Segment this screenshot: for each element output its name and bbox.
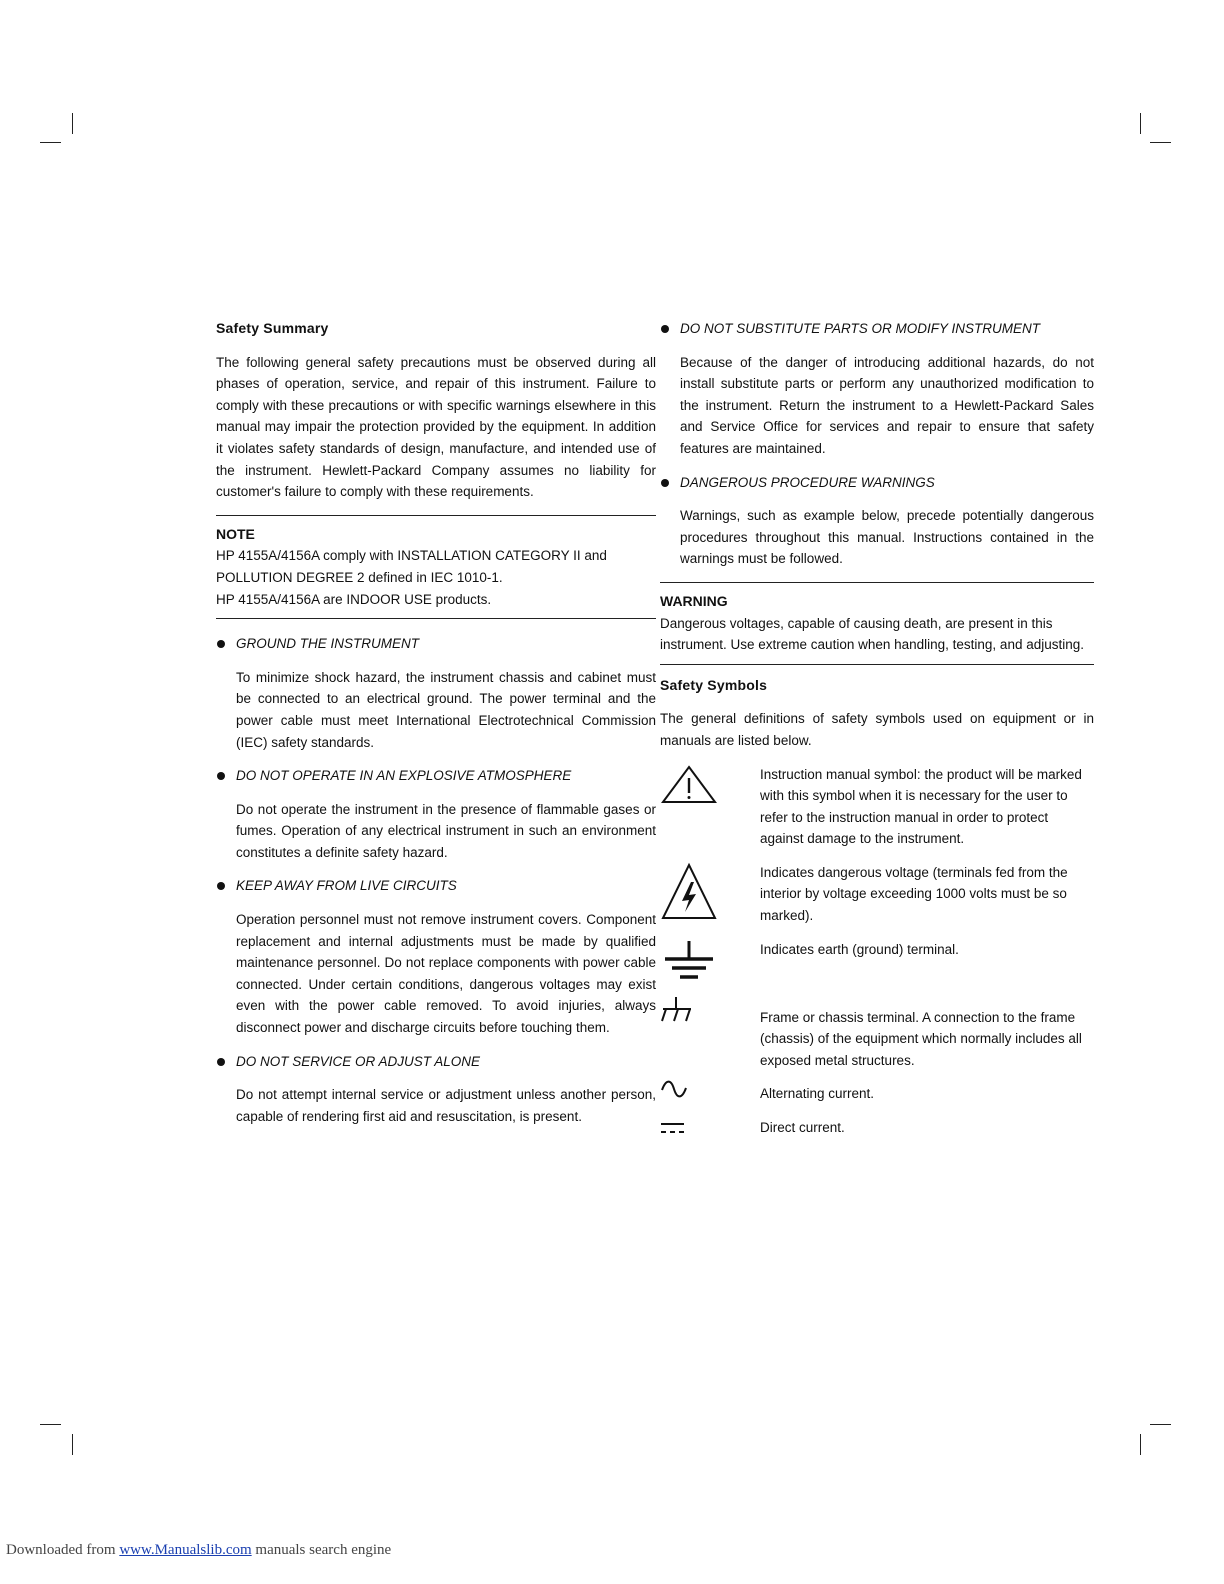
- instruction-manual-icon: [660, 764, 718, 813]
- footer-suffix: manuals search engine: [255, 1542, 392, 1558]
- note-box: [216, 516, 656, 618]
- bullet-icon: [217, 640, 225, 648]
- bullet-heading: DANGEROUS PROCEDURE WARNINGS: [660, 472, 1094, 494]
- bullet-heading: DO NOT SUBSTITUTE PARTS OR MODIFY INSTRUMENT: [660, 318, 1094, 340]
- symbol-row: Alternating current.: [660, 1083, 1094, 1105]
- bullet-icon: [661, 325, 669, 333]
- crop-mark: [1150, 142, 1171, 143]
- symbol-row: Indicates earth (ground) terminal.: [660, 939, 1094, 995]
- bullet-body: Because of the danger of introducing additional hazards, do not install substitute parts or perform any unauthorized modification to the instrument. Return the instrument to a Hewlett-Packard Sales and Service Office for services and repair to ensure that safety features are maintained.: [680, 354, 1094, 456]
- symbols-intro: The general definitions of safety symbols used on equipment or in manuals are listed below.: [660, 711, 1094, 748]
- direct-current-icon: [660, 1121, 690, 1144]
- crop-mark: [40, 1424, 61, 1425]
- crop-mark: [1150, 1424, 1171, 1425]
- bullet-icon: [217, 772, 225, 780]
- symbol-row: Instruction manual symbol: the product will be marked with this symbol when it is necessary for the user to refer to the instruction manual in order to protect against damage to the instrument.: [660, 764, 1094, 850]
- bullet-icon: [217, 882, 225, 890]
- manualslib-link[interactable]: www.Manualslib.com: [119, 1542, 252, 1558]
- note-line: POLLUTION DEGREE 2 defined in IEC 1010-1.: [216, 569, 503, 585]
- bullet-body: Operation personnel must not remove instrument covers. Component replacement and internal adjustments must be made by qualified maintenance personnel. Do not replace components with power cable connected. Under certain conditions, dangerous voltages may exist even with the power cable removed. To avoid injuries, always disconnect power and discharge circuits before touching them.: [236, 912, 656, 1036]
- symbol-row: Indicates dangerous voltage (terminals fed from the interior by voltage exceeding 1000 volts must be so marked).: [660, 862, 1094, 927]
- note-line: HP 4155A/4156A comply with INSTALLATION CATEGORY II and: [216, 548, 607, 564]
- note-rule-bottom: [216, 618, 656, 619]
- safety-symbols-heading: Safety Symbols: [660, 676, 768, 693]
- frame-chassis-icon: [660, 993, 700, 1034]
- crop-mark: [72, 1434, 73, 1455]
- intro-paragraph: The following general safety precautions must be observed during all phases of operation, service, and repair of this instrument. Failure to comply with these precautions or with specific warnings elsewhere in this manual may impair the protection provided by the equipment. In addition it violates safety standards of design, manufacture, and intended use of the instrument. Hewlett-Packard Company assumes no liability for customer's failure to comply with these requirements.: [216, 354, 656, 500]
- bullet-body: Warnings, such as example below, precede potentially dangerous procedures throughout this manual. Instructions contained in the warnings must be followed.: [680, 508, 1094, 567]
- note-line: HP 4155A/4156A are INDOOR USE products.: [216, 591, 492, 607]
- download-footer: [6, 1542, 391, 1559]
- footer-prefix: Downloaded from: [6, 1542, 116, 1558]
- bullet-icon: [217, 1058, 225, 1066]
- warning-rule-bottom: [660, 664, 1094, 665]
- bullet-heading: GROUND THE INSTRUMENT: [216, 633, 656, 655]
- crop-mark: [40, 142, 61, 143]
- warning-title: WARNING: [660, 592, 728, 609]
- bullet-heading: KEEP AWAY FROM LIVE CIRCUITS: [216, 875, 656, 897]
- symbol-row: Frame or chassis terminal. A connection to the frame (chassis) of the equipment which normally includes all exposed metal structures.: [660, 1007, 1094, 1072]
- dangerous-voltage-icon: [660, 862, 718, 929]
- bullet-icon: [661, 479, 669, 487]
- symbol-row: Direct current.: [660, 1117, 1094, 1139]
- crop-mark: [72, 113, 73, 134]
- bullet-body: To minimize shock hazard, the instrument chassis and cabinet must be connected to an electrical ground. The power terminal and the power cable must meet International Electrotechnical Commission (IEC) safety standards.: [236, 669, 656, 750]
- warning-box: [660, 583, 1094, 664]
- warning-text: Dangerous voltages, capable of causing death, are present in this instrument. Use extreme caution when handling, testing, and adjusting.: [660, 615, 1084, 653]
- bullet-body: Do not operate the instrument in the presence of flammable gases or fumes. Operation of any electrical instrument in such an environment constitutes a definite safety hazard.: [236, 801, 656, 860]
- right-column: [660, 318, 1094, 1151]
- crop-mark: [1140, 113, 1141, 134]
- earth-ground-icon: [660, 939, 718, 992]
- note-title: NOTE: [216, 525, 255, 542]
- bullet-heading: DO NOT OPERATE IN AN EXPLOSIVE ATMOSPHERE: [216, 765, 656, 787]
- crop-mark: [1140, 1434, 1141, 1455]
- bullet-heading: DO NOT SERVICE OR ADJUST ALONE: [216, 1051, 656, 1073]
- bullet-body: Do not attempt internal service or adjustment unless another person, capable of rendering first aid and resuscitation, is present.: [236, 1087, 656, 1124]
- alternating-current-icon: [660, 1077, 690, 1108]
- left-column: [216, 318, 656, 1139]
- safety-summary-heading: Safety Summary: [216, 320, 329, 336]
